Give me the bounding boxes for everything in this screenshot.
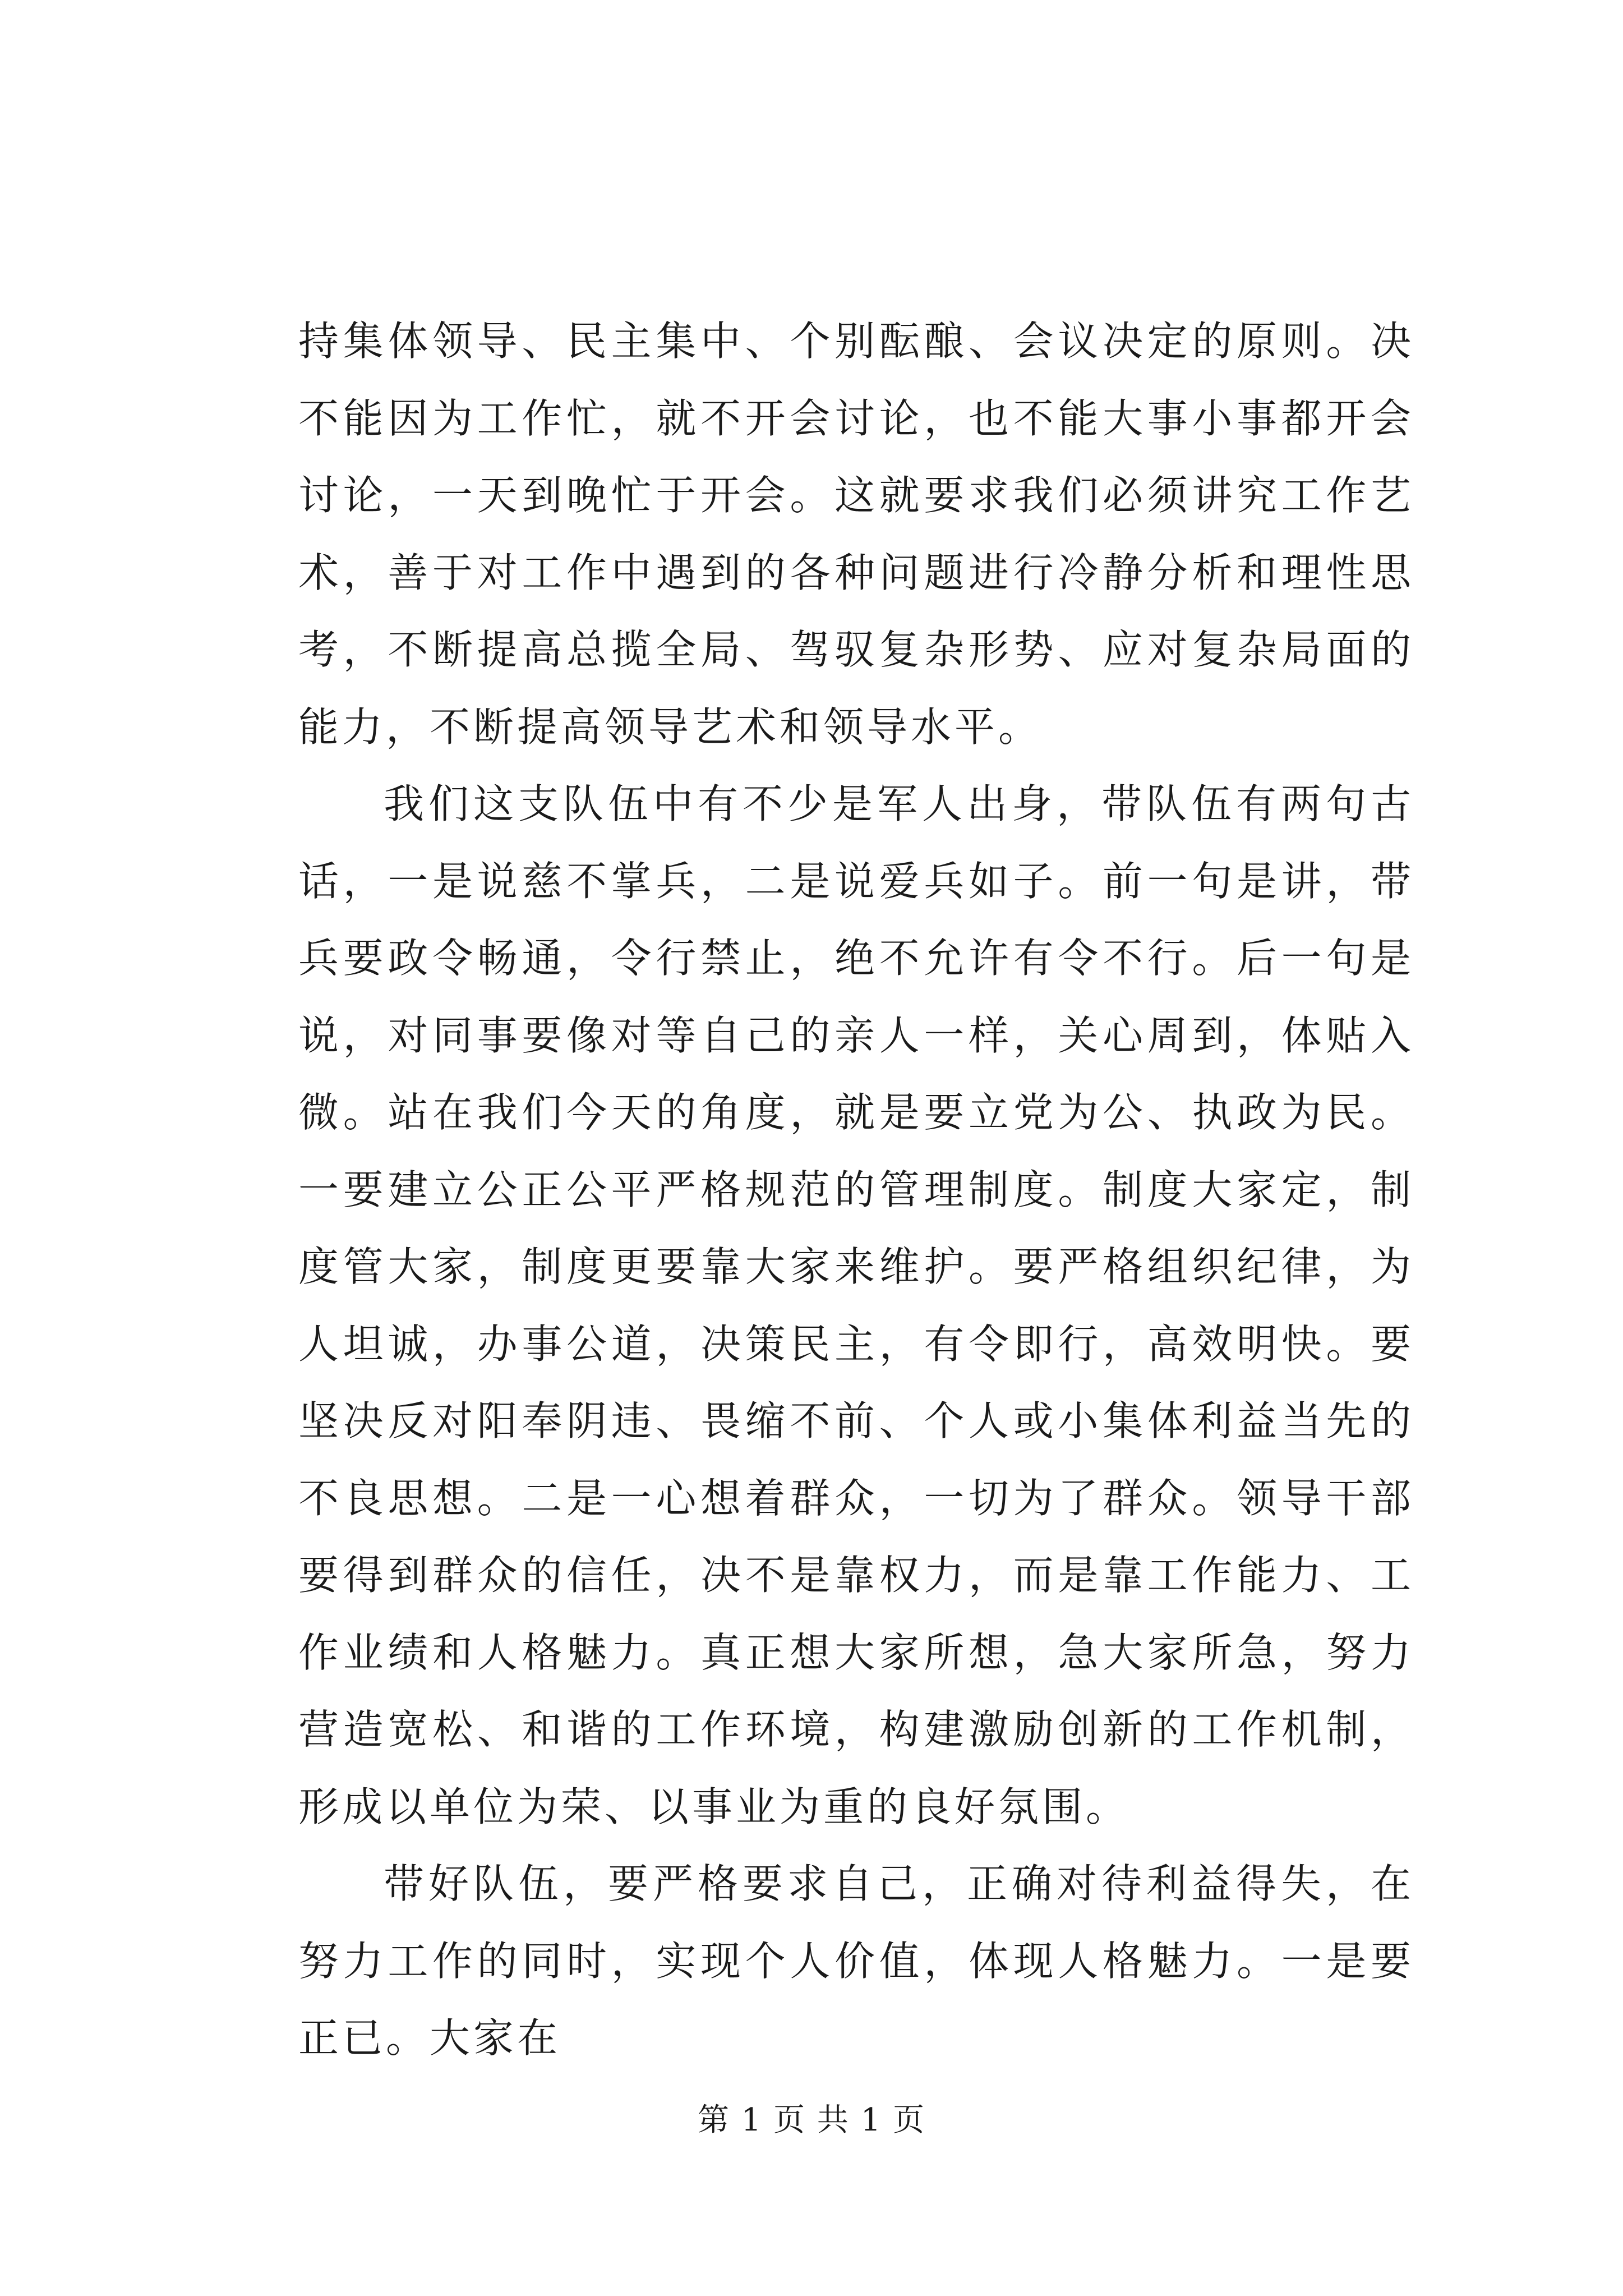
page-footer: 第 1 页 共 1 页 (697, 2102, 926, 2138)
paragraph-1: 持集体领导、民主集中、个别酝酿、会议决定的原则。决不能因为工作忙，就不开会讨论，也不能大事小事都开会讨论，一天到晚忙于开会。这就要求我们必须讲究工作艺术，善于对工作中遇到的各种问题进行冷静分析和理性思考，不断提高总揽全局、驾驭复杂形势、应对复杂局面的能力，不断提高领导艺术和领导水平。 (298, 318, 1414, 751)
document-body (298, 303, 1414, 2077)
paragraph-3: 带好队伍，要严格要求自己，正确对待利益得失，在努力工作的同时，实现个人价值，体现人格魅力。一是要正已。大家在 (298, 1860, 1414, 2062)
paragraph-2: 我们这支队伍中有不少是军人出身，带队伍有两句古话，一是说慈不掌兵，二是说爱兵如子。前一句是讲，带兵要政令畅通，令行禁止，绝不允许有令不行。后一句是说，对同事要像对等自己的亲人一样，关心周到，体贴入微。站在我们今天的角度，就是要立党为公、执政为民。一要建立公正公平严格规范的管理制度。制度大家定，制度管大家，制度更要靠大家来维护。要严格组织纪律，为人坦诚，办事公道，决策民主，有令即行，高效明快。要坚决反对阳奉阴违、畏缩不前、个人或小集体利益当先的不良思想。二是一心想着群众，一切为了群众。领导干部要得到群众的信任，决不是靠权力，而是靠工作能力、工作业绩和人格魅力。真正想大家所想，急大家所急，努力营造宽松、和谐的工作环境，构建激励创新的工作机制，形成以单位为荣、以事业为重的良好氛围。 (298, 780, 1414, 1830)
